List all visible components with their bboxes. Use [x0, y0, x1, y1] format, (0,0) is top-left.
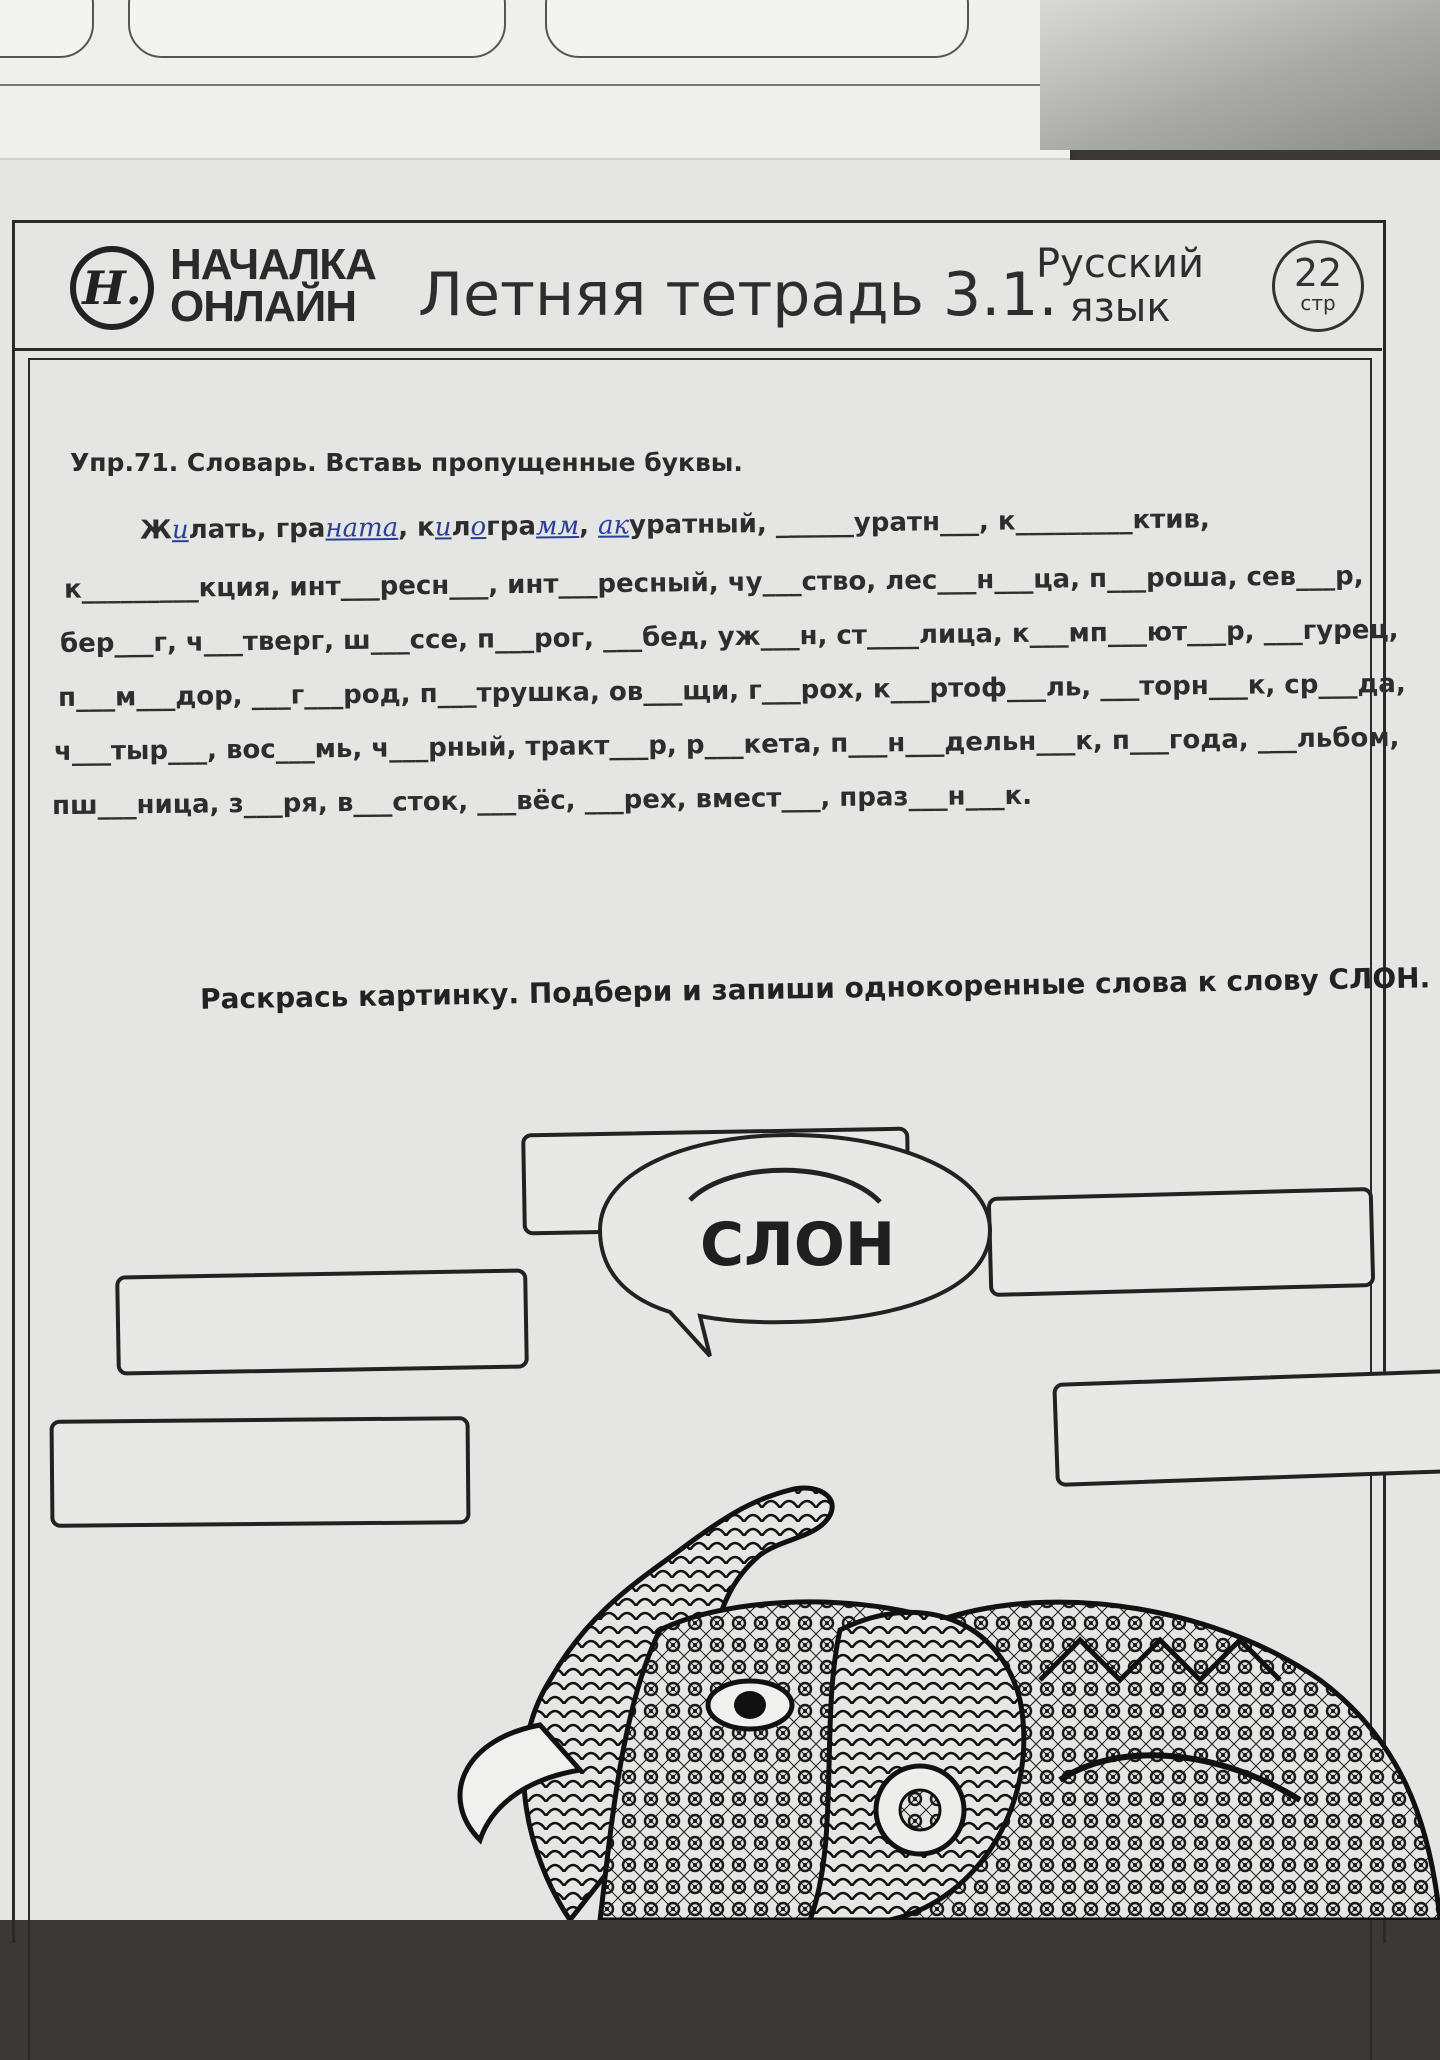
- answer-box[interactable]: [50, 1416, 471, 1528]
- sheet-tab-outline: [128, 0, 506, 58]
- logo-line2: ОНЛАЙН: [170, 282, 357, 331]
- sheet-rule: [0, 84, 1050, 86]
- plastic-folder: [1040, 0, 1440, 150]
- elephant-illustration: [420, 1480, 1440, 1920]
- bubble-word: СЛОН: [700, 1210, 896, 1280]
- sheet-tab-outline: [0, 0, 94, 58]
- answer-box[interactable]: [115, 1268, 529, 1375]
- answer-box[interactable]: [1052, 1369, 1440, 1487]
- header-divider: [12, 348, 1382, 351]
- page-label: стр: [1300, 291, 1336, 315]
- exercise-line-1: Жилать, граната, килограмм, акуратный, ______уратн___, к_________ктив,: [139, 504, 1210, 546]
- subject-line1: Русский: [1036, 241, 1204, 287]
- page-number-badge: [1272, 240, 1364, 332]
- handwritten-answer[interactable]: о: [470, 511, 487, 543]
- handwritten-answer[interactable]: мм: [535, 511, 580, 542]
- logo-text: [170, 240, 376, 331]
- exercise-line-2: к_________кция, инт___ресн___, инт___ресный, чу___ство, лес___н___ца, п___роша, сев___р,: [63, 561, 1364, 605]
- logo-icon: Н.: [70, 246, 154, 330]
- handwritten-answer[interactable]: ната: [325, 512, 399, 544]
- handwritten-answer[interactable]: и: [171, 515, 189, 546]
- page-title: Летняя тетрадь 3.1.: [418, 260, 1058, 330]
- sheet-tab-outline: [545, 0, 969, 58]
- exercise-title: Упр.71. Словарь. Вставь пропущенные буквы.: [70, 448, 743, 477]
- speech-bubble: [580, 1130, 1000, 1510]
- exercise-line-3: бер___г, ч___тверг, ш___ссе, п___рог, ___бед, уж___н, ст____лица, к___мп___ют___р, ___гурец,: [59, 614, 1399, 660]
- answer-box[interactable]: [987, 1187, 1375, 1297]
- exercise-line-5: ч___тыр___, вос___мь, ч___рный, тракт___р, р___кета, п___н___дельн___к, п___года, ___льбом,: [53, 722, 1400, 768]
- logo-line1: НАЧАЛКА: [170, 240, 376, 289]
- task-instruction: Раскрась картинку. Подбери и запиши однокоренные слова к слову СЛОН.: [199, 961, 1431, 1016]
- page-number: 22: [1293, 251, 1343, 295]
- background-sheet: [0, 0, 1070, 160]
- exercise-line-4: п___м___дор, ___г___род, п___трушка, ов___щи, г___рох, к___ртоф___ль, ___торн___к, ср___да,: [57, 668, 1406, 714]
- subject-label: [1020, 242, 1220, 330]
- exercise-line-6: пш___ница, з___ря, в___сток, ___вёс, ___рех, вмест___, праз___н___к.: [51, 780, 1033, 822]
- subject-line2: язык: [1069, 285, 1171, 331]
- handwritten-answer[interactable]: ак: [597, 510, 630, 541]
- handwritten-answer[interactable]: и: [434, 512, 452, 543]
